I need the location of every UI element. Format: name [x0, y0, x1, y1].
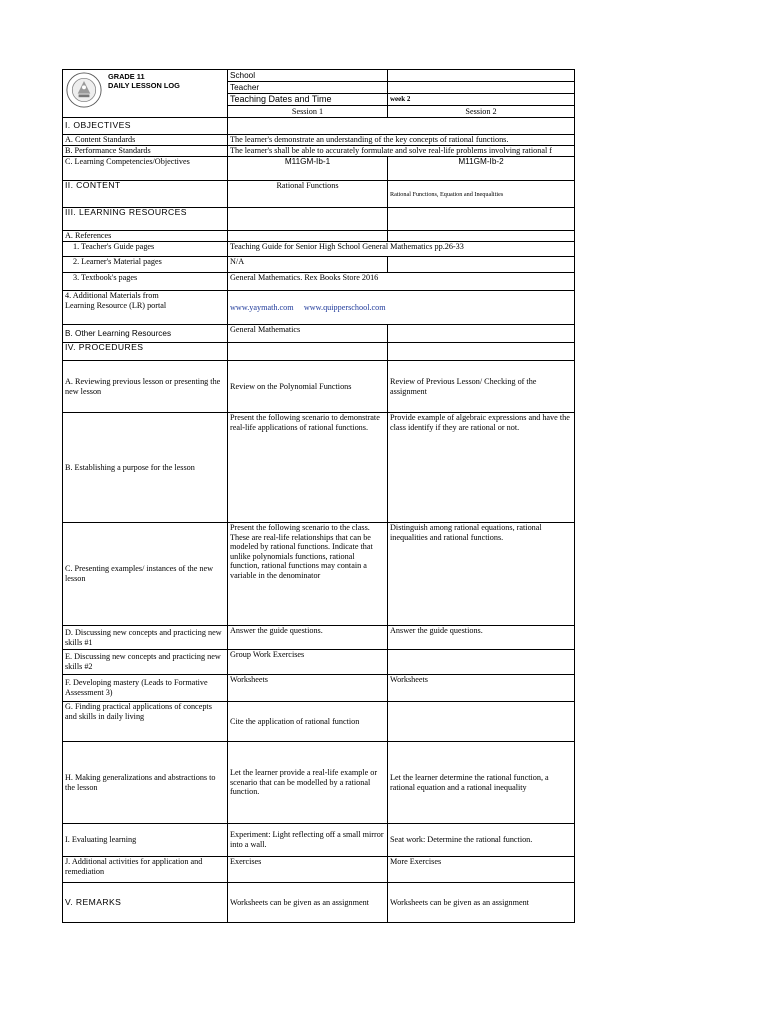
procedure-i-session2: Seat work: Determine the rational function.: [388, 824, 575, 857]
learners-material-value: N/A: [228, 257, 388, 273]
procedure-c-session2: Distinguish among rational equations, rational inequalities and rational functions.: [388, 523, 575, 626]
competencies-label: C. Learning Competencies/Objectives: [63, 157, 228, 181]
daily-lesson-log: [62, 69, 574, 923]
procedure-f-session1: Worksheets: [228, 675, 388, 702]
content-session1: Rational Functions: [228, 181, 388, 208]
yaymath-link[interactable]: www.yaymath.com: [230, 302, 294, 312]
additional-materials-line1: 4. Additional Materials from: [65, 291, 159, 300]
log-title: DAILY LESSON LOG: [108, 81, 180, 90]
procedure-label-h: H. Making generalizations and abstractions to the lesson: [63, 742, 228, 824]
procedure-label-b: B. Establishing a purpose for the lesson: [63, 413, 228, 523]
textbook-value: General Mathematics. Rex Books Store 2016: [228, 273, 575, 291]
content-standards-label: A. Content Standards: [63, 135, 228, 146]
additional-materials-value: [228, 291, 575, 325]
teachers-guide-value: Teaching Guide for Senior High School General Mathematics pp.26-33: [228, 242, 575, 257]
other-resources-value: General Mathematics: [228, 325, 388, 343]
procedure-label-c: C. Presenting examples/ instances of the new lesson: [63, 523, 228, 626]
grade-level: GRADE 11: [108, 72, 145, 81]
school-label: School: [228, 70, 388, 82]
procedure-b-session1: Present the following scenario to demonstrate real-life applications of rational functions.: [228, 413, 388, 523]
lesson-log-table: [62, 69, 575, 923]
remarks-session1: Worksheets can be given as an assignment: [228, 883, 388, 923]
procedure-e-session1: Group Work Exercises: [228, 650, 388, 675]
dates-value: [388, 94, 575, 106]
teachers-guide-label: 1. Teacher's Guide pages: [63, 242, 228, 257]
procedure-label-j: J. Additional activities for application and remediation: [63, 857, 228, 883]
additional-materials-label: [63, 291, 228, 325]
procedure-b-session2: Provide example of algebraic expressions and have the class identify if they are rational or not.: [388, 413, 575, 523]
procedure-label-i: I. Evaluating learning: [63, 824, 228, 857]
procedure-i-session1: Experiment: Light reflecting off a small mirror into a wall.: [228, 824, 388, 857]
procedure-g-session2: [388, 702, 575, 742]
school-value: [388, 70, 575, 82]
procedure-h-session1: Let the learner provide a real-life example or scenario that can be modelled by a rational function.: [228, 742, 388, 824]
objectives-heading: I. OBJECTIVES: [63, 118, 228, 135]
procedure-label-g: G. Finding practical applications of concepts and skills in daily living: [63, 702, 228, 742]
procedure-label-f: F. Developing mastery (Leads to Formative Assessment 3): [63, 675, 228, 702]
quipperschool-link[interactable]: www.quipperschool.com: [303, 302, 386, 312]
references-label: A. References: [63, 231, 228, 242]
procedures-heading: IV. PROCEDURES: [63, 343, 228, 361]
additional-materials-line2: Learning Resource (LR) portal: [65, 300, 167, 310]
performance-standards-label: B. Performance Standards: [63, 146, 228, 157]
content-standards-value: The learner's demonstrate an understanding of the key concepts of rational functions.: [228, 135, 575, 146]
textbook-label: 3. Textbook's pages: [63, 273, 228, 291]
procedure-j-session2: More Exercises: [388, 857, 575, 883]
procedure-c-session1: Present the following scenario to the class. These are real-life relationships that can be modeled by rational functions. Indicate that unlike polynomials functions, rational function, rational functions may contain a variable in the denominator: [228, 523, 388, 626]
dates-label: Teaching Dates and Time: [228, 94, 388, 106]
content-heading: II. CONTENT: [63, 181, 228, 208]
procedure-d-session2: Answer the guide questions.: [388, 626, 575, 650]
competency-session1: M11GM-Ib-1: [228, 157, 388, 181]
procedure-h-session2: Let the learner determine the rational function, a rational equation and a rational inequality: [388, 742, 575, 824]
teacher-label: Teacher: [228, 82, 388, 94]
procedure-label-d: D. Discussing new concepts and practicing new skills #1: [63, 626, 228, 650]
remarks-heading: V. REMARKS: [63, 883, 228, 923]
other-resources-label: B. Other Learning Resources: [63, 325, 228, 343]
deped-seal-icon: [66, 72, 102, 108]
teacher-value: [388, 82, 575, 94]
resources-heading: III. LEARNING RESOURCES: [63, 208, 228, 231]
competency-session2: M11GM-Ib-2: [388, 157, 575, 181]
performance-standards-value: The learner's shall be able to accurately formulate and solve real-life problems involving rational f: [228, 146, 575, 157]
procedure-f-session2: Worksheets: [388, 675, 575, 702]
learners-material-label: 2. Learner's Material pages: [63, 257, 228, 273]
procedure-a-session1: Review on the Polynomial Functions: [228, 361, 388, 413]
procedure-a-session2: Review of Previous Lesson/ Checking of the assignment: [388, 361, 575, 413]
procedure-e-session2: [388, 650, 575, 675]
header-cell: [63, 70, 228, 118]
session2-header: Session 2: [388, 106, 575, 118]
procedure-label-e: E. Discussing new concepts and practicing new skills #2: [63, 650, 228, 675]
content-session2: Rational Functions, Equation and Inequalities: [388, 181, 575, 208]
procedure-j-session1: Exercises: [228, 857, 388, 883]
session1-header: Session 1: [228, 106, 388, 118]
remarks-session2: Worksheets can be given as an assignment: [388, 883, 575, 923]
procedure-label-a: A. Reviewing previous lesson or presenting the new lesson: [63, 361, 228, 413]
week-value: week 2: [390, 95, 411, 104]
procedure-d-session1: Answer the guide questions.: [228, 626, 388, 650]
procedure-g-session1: Cite the application of rational function: [228, 702, 388, 742]
